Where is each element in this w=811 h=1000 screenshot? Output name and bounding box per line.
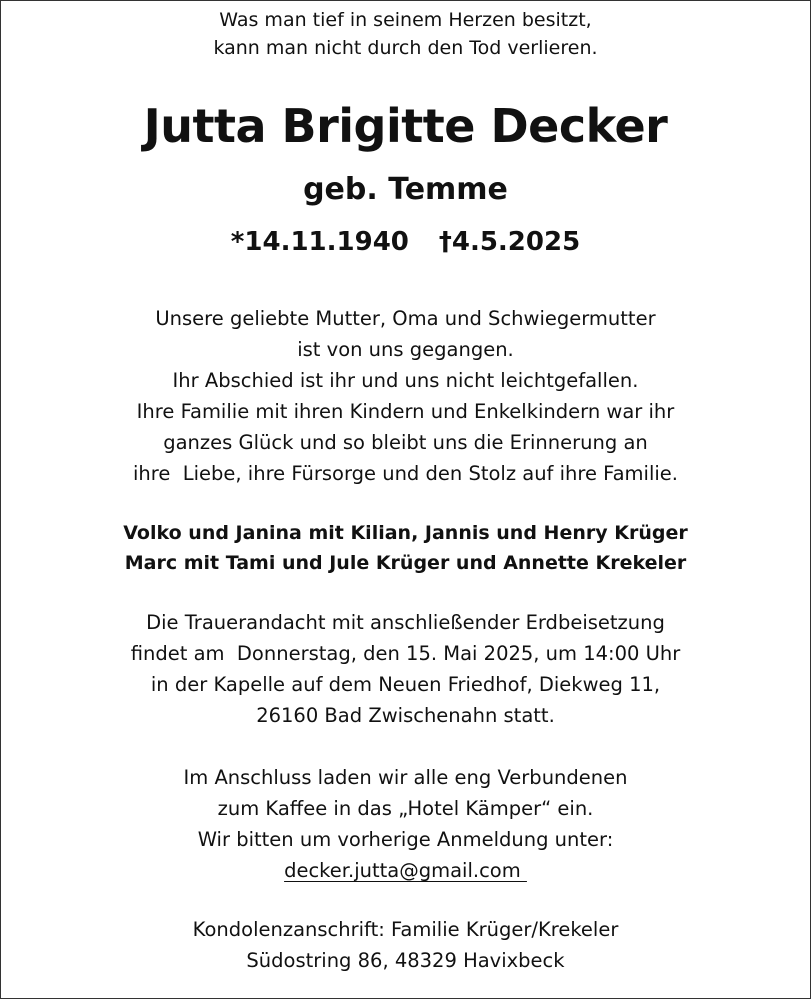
reception-line: zum Kaffee in das „Hotel Kämper“ ein. [217,797,594,820]
motto-line: Was man tief in seinem Herzen besitzt, [219,9,592,31]
reception-line: Im Anschluss laden wir alle eng Verbundenen [183,766,628,789]
message-line: ihre Liebe, ihre Fürsorge und den Stolz auf ihre Familie. [132,462,679,485]
family-signatures [0,518,811,578]
deceased-name: Jutta Brigitte Decker [143,99,668,153]
death-date: †4.5.2025 [438,227,581,257]
service-line: 26160 Bad Zwischenahn statt. [256,704,555,727]
message-line: Ihr Abschied ist ihr und uns nicht leichtgefallen. [172,369,639,392]
motto-quote [0,6,811,62]
condolence-line: Südostring 86, 48329 Havixbeck [246,949,565,972]
life-dates [0,222,811,262]
motto-line: kann man nicht durch den Tod verlieren. [213,37,598,59]
reception-line: Wir bitten um vorherige Anmeldung unter: [197,828,614,851]
message-line: Unsere geliebte Mutter, Oma und Schwiegermutter [155,307,656,330]
memorial-message [0,303,811,489]
signature-line: Volko und Janina mit Kilian, Jannis und Henry Krüger [123,522,688,544]
birth-name: geb. Temme [303,172,508,207]
service-line: Die Trauerandacht mit anschließender Erdbeisetzung [146,611,665,634]
message-line: ist von uns gegangen. [297,338,514,361]
birth-date: *14.11.1940 [230,227,409,257]
signature-line: Marc mit Tami und Jule Krüger und Annette Krekeler [124,552,687,574]
message-line: Ihre Familie mit ihren Kindern und Enkelkindern war ihr [136,400,675,423]
service-line: in der Kapelle auf dem Neuen Friedhof, Diekweg 11, [150,673,661,696]
message-line: ganzes Glück und so bleibt uns die Erinnerung an [163,431,648,454]
contact-email-link[interactable]: decker.jutta@gmail.com [284,859,527,882]
service-line: findet am Donnerstag, den 15. Mai 2025, um 14:00 Uhr [130,642,681,665]
condolence-line: Kondolenzanschrift: Familie Krüger/Krekeler [192,918,619,941]
reception-details [0,762,811,886]
condolence-address [0,914,811,976]
service-details [0,607,811,731]
